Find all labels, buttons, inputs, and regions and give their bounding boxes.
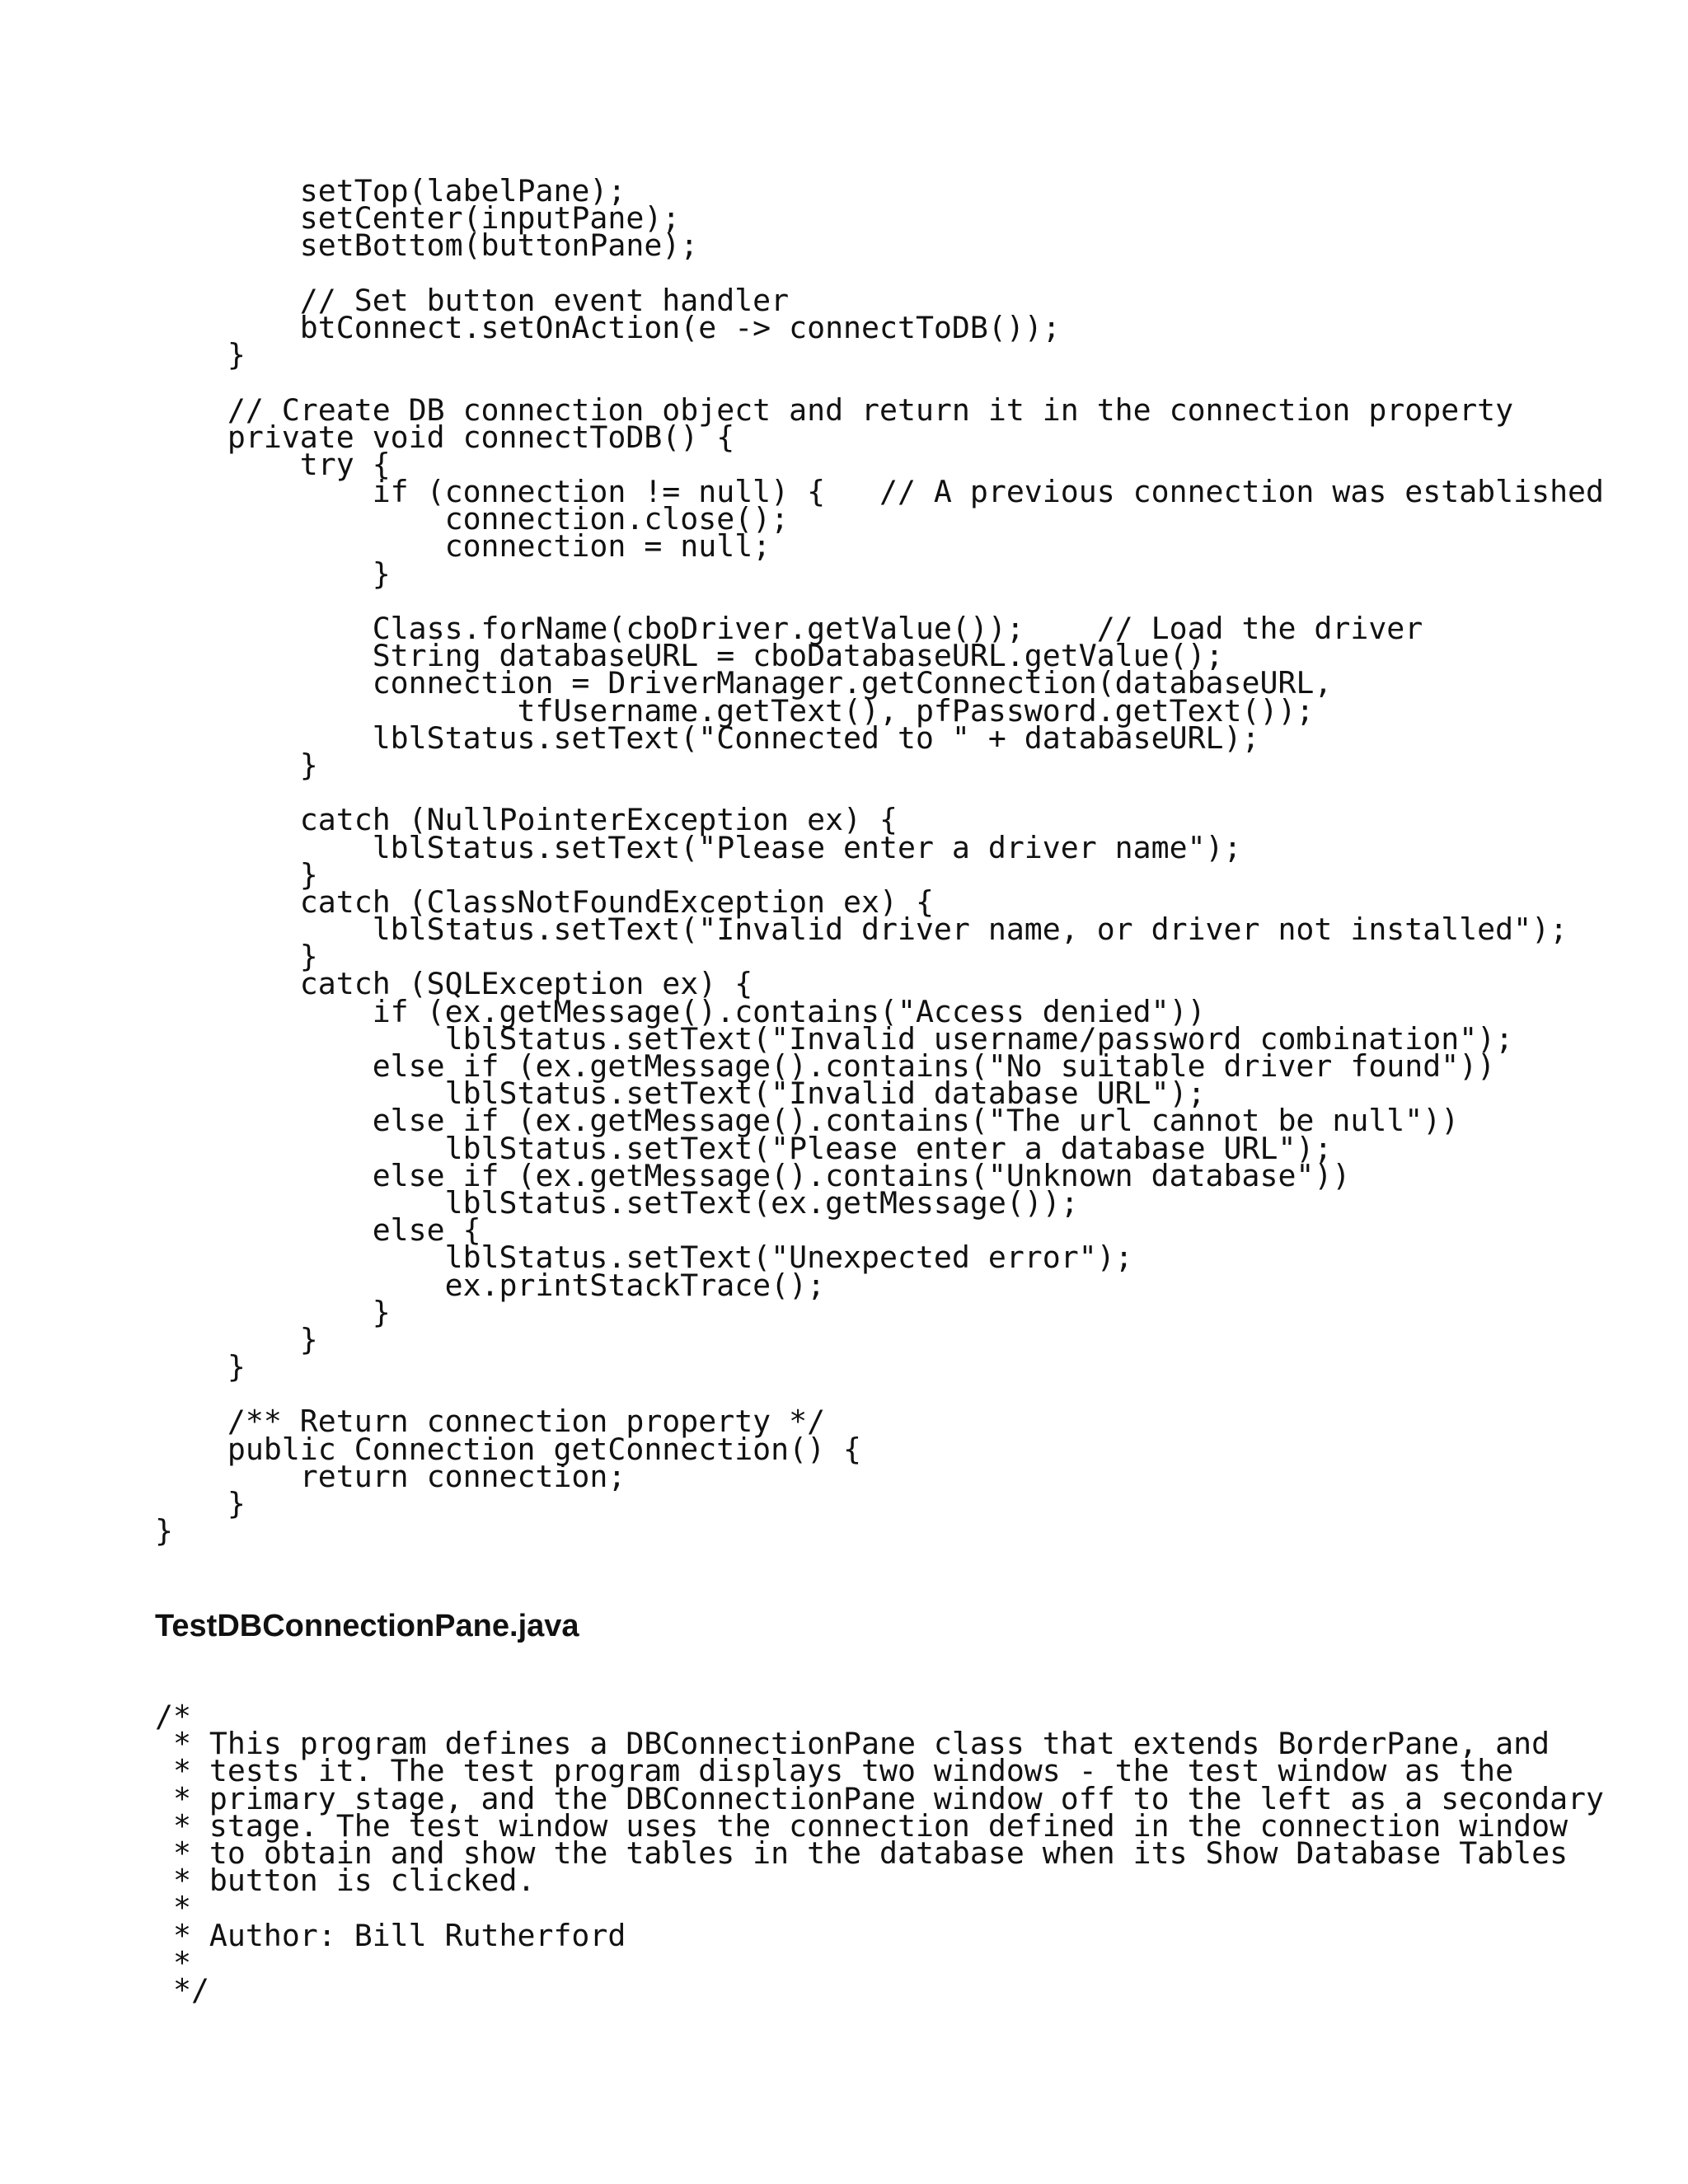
code-line: lblStatus.setText("Invalid database URL"); [155,1076,1206,1112]
code-line: catch (NullPointerException ex) { [155,802,898,838]
code-line: lblStatus.setText("Please enter a driver name"); [155,829,1242,865]
code-line: lblStatus.setText("Please enter a database URL"); [155,1130,1333,1166]
code-line: setCenter(inputPane); [155,200,681,237]
code-listing-dbconnectionpane-tail [155,173,1604,1549]
code-line: catch (ClassNotFoundException ex) { [155,883,934,920]
code-line: * primary stage, and the DBConnectionPane window off to the left as a secondary [155,1780,1604,1816]
code-line: setBottom(buttonPane); [155,227,699,264]
code-line: } [155,555,391,592]
code-line: lblStatus.setText(ex.getMessage()); [155,1184,1079,1221]
code-line: // Create DB connection object and return it in the connection property [155,391,1514,428]
code-line: } [155,939,318,975]
file-name-heading: TestDBConnectionPane.java [155,1609,579,1643]
code-line: else if (ex.getMessage().contains("Unknown database")) [155,1157,1351,1193]
code-line: * stage. The test window uses the connection defined in the connection window [155,1807,1568,1844]
code-line: */ [155,1971,209,2008]
code-line: } [155,1294,391,1330]
code-line: * button is clicked. [155,1863,536,1899]
code-line: * This program defines a DBConnectionPane class that extends BorderPane, and [155,1726,1550,1762]
code-line: if (connection != null) { // A previous connection was established [155,474,1604,510]
code-line: } [155,747,318,783]
code-line: String databaseURL = cboDatabaseURL.getValue(); [155,638,1224,674]
code-line: * [155,1944,191,1980]
code-line: private void connectToDB() { [155,419,735,455]
code-line: } [155,1321,318,1357]
code-line: // Set button event handler [155,282,790,318]
code-line: } [155,1486,246,1521]
code-line: else { [155,1212,481,1249]
code-line: } [155,337,246,373]
code-line: btConnect.setOnAction(e -> connectToDB()); [155,309,1061,345]
code-line: public Connection getConnection() { [155,1431,862,1467]
code-line: Class.forName(cboDriver.getValue()); // Load the driver [155,611,1423,646]
code-line: return connection; [155,1458,626,1494]
code-line: lblStatus.setText("Unexpected error"); [155,1240,1133,1276]
code-listing-header-comment [155,1699,1604,2008]
code-line: try { [155,446,391,482]
code-line: connection.close(); [155,501,790,537]
code-line: lblStatus.setText("Invalid username/password combination"); [155,1020,1514,1057]
code-line: setTop(labelPane); [155,173,626,209]
code-line: /** Return connection property */ [155,1404,826,1440]
code-line: ex.printStackTrace(); [155,1267,826,1303]
code-line: if (ex.getMessage().contains("Access denied")) [155,993,1206,1029]
code-line: * to obtain and show the tables in the database when its Show Database Tables [155,1835,1568,1871]
code-line: connection = DriverManager.getConnection(databaseURL, [155,665,1333,701]
code-line: lblStatus.setText("Connected to " + databaseURL); [155,719,1260,756]
code-line: /* [155,1699,191,1734]
code-line: } [155,856,318,893]
code-line: else if (ex.getMessage().contains("The url cannot be null")) [155,1103,1460,1139]
code-line: lblStatus.setText("Invalid driver name, or driver not installed"); [155,912,1568,948]
code-line: catch (SQLException ex) { [155,966,753,1002]
code-line: * [155,1890,191,1926]
code-line: tfUsername.getText(), pfPassword.getText()); [155,692,1315,729]
code-line: * tests it. The test program displays two windows - the test window as the [155,1753,1514,1789]
code-line: } [155,1513,173,1549]
code-line: else if (ex.getMessage().contains("No suitable driver found")) [155,1048,1496,1084]
code-line: * Author: Bill Rutherford [155,1917,626,1953]
code-line: connection = null; [155,528,771,565]
code-line: } [155,1349,246,1385]
